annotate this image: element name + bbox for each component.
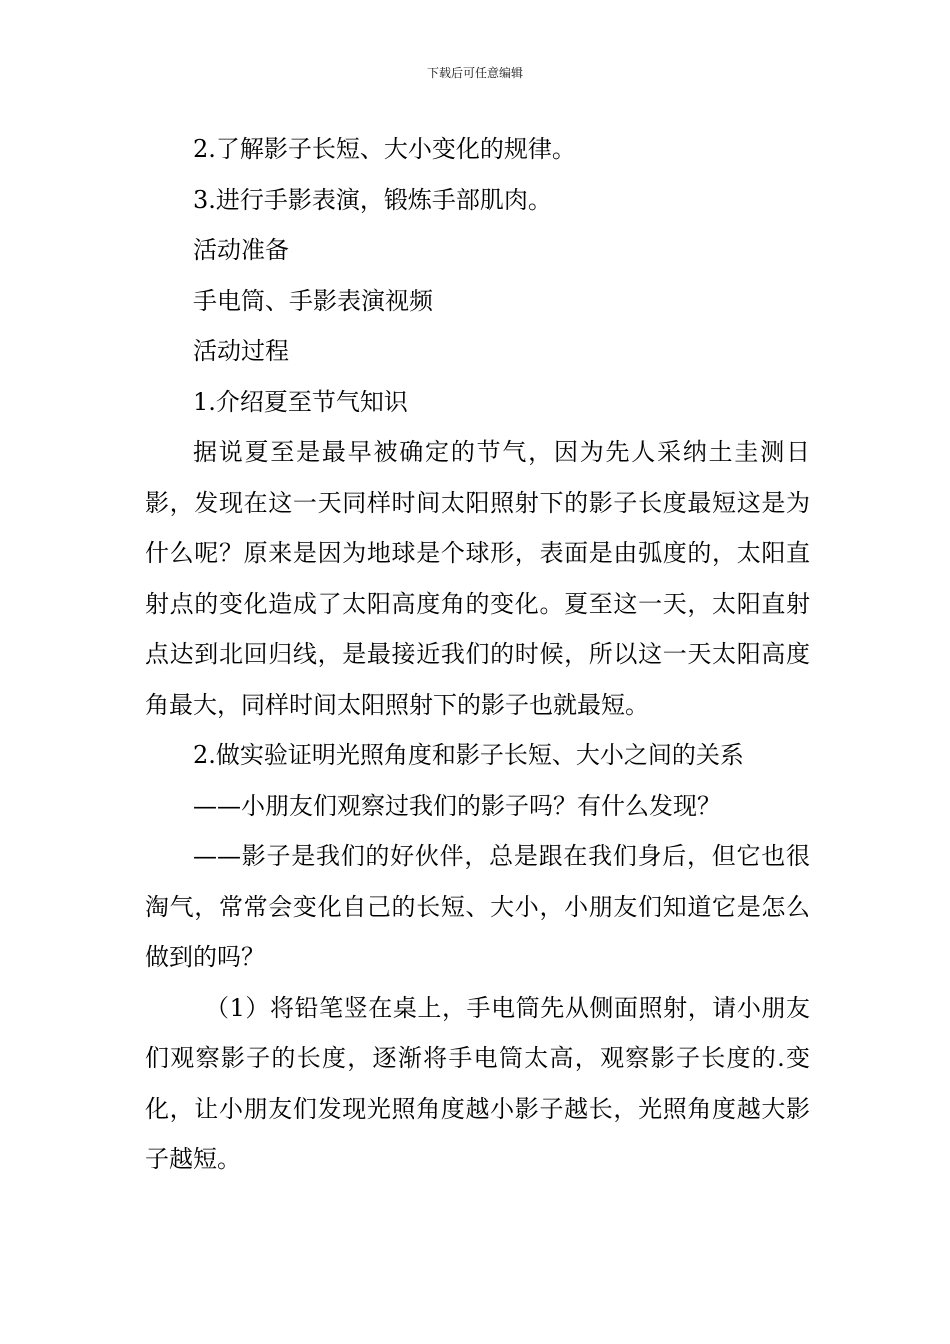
step-2-heading: 2.做实验证明光照角度和影子长短、大小之间的关系 bbox=[193, 741, 744, 769]
dialogue-explanation: ——影子是我们的好伙伴，总是跟在我们身后，但它也很淘气，常常会变化自己的长短、大小，小朋友们知道它是怎么做到的吗？ bbox=[145, 842, 810, 971]
document-body bbox=[145, 124, 810, 1185]
page-header-note: 下载后可任意编辑 bbox=[426, 66, 523, 80]
step-1-body: 据说夏至是最早被确定的节气，因为先人采纳土圭测日影，发现在这一天同样时间太阳照射下的影子长度最短这是为什么呢？原来是因为地球是个球形，表面是由弧度的，太阳直射点的变化造成了太阳高度角的变化。夏至这一天，太阳直射点达到北回归线，是最接近我们的时候，所以这一天太阳高度角最大，同样时间太阳照射下的影子也就最短。 bbox=[145, 438, 810, 719]
objective-2: 2.了解影子长短、大小变化的规律。 bbox=[193, 135, 576, 163]
section-heading-process: 活动过程 bbox=[193, 337, 289, 365]
section-heading-preparation: 活动准备 bbox=[193, 236, 289, 264]
dialogue-question: ——小朋友们观察过我们的影子吗？有什么发现？ bbox=[193, 791, 721, 820]
experiment-step-1: （1）将铅笔竖在桌上，手电筒先从侧面照射，请小朋友们观察影子的长度，逐渐将手电筒太高，观察影子长度的.变化，让小朋友们发现光照角度越小影子越长，光照角度越大影子越短。 bbox=[145, 993, 810, 1173]
objective-3: 3.进行手影表演，锻炼手部肌肉。 bbox=[193, 185, 552, 214]
step-1-heading: 1.介绍夏至节气知识 bbox=[193, 387, 408, 416]
preparation-materials: 手电筒、手影表演视频 bbox=[193, 286, 433, 315]
